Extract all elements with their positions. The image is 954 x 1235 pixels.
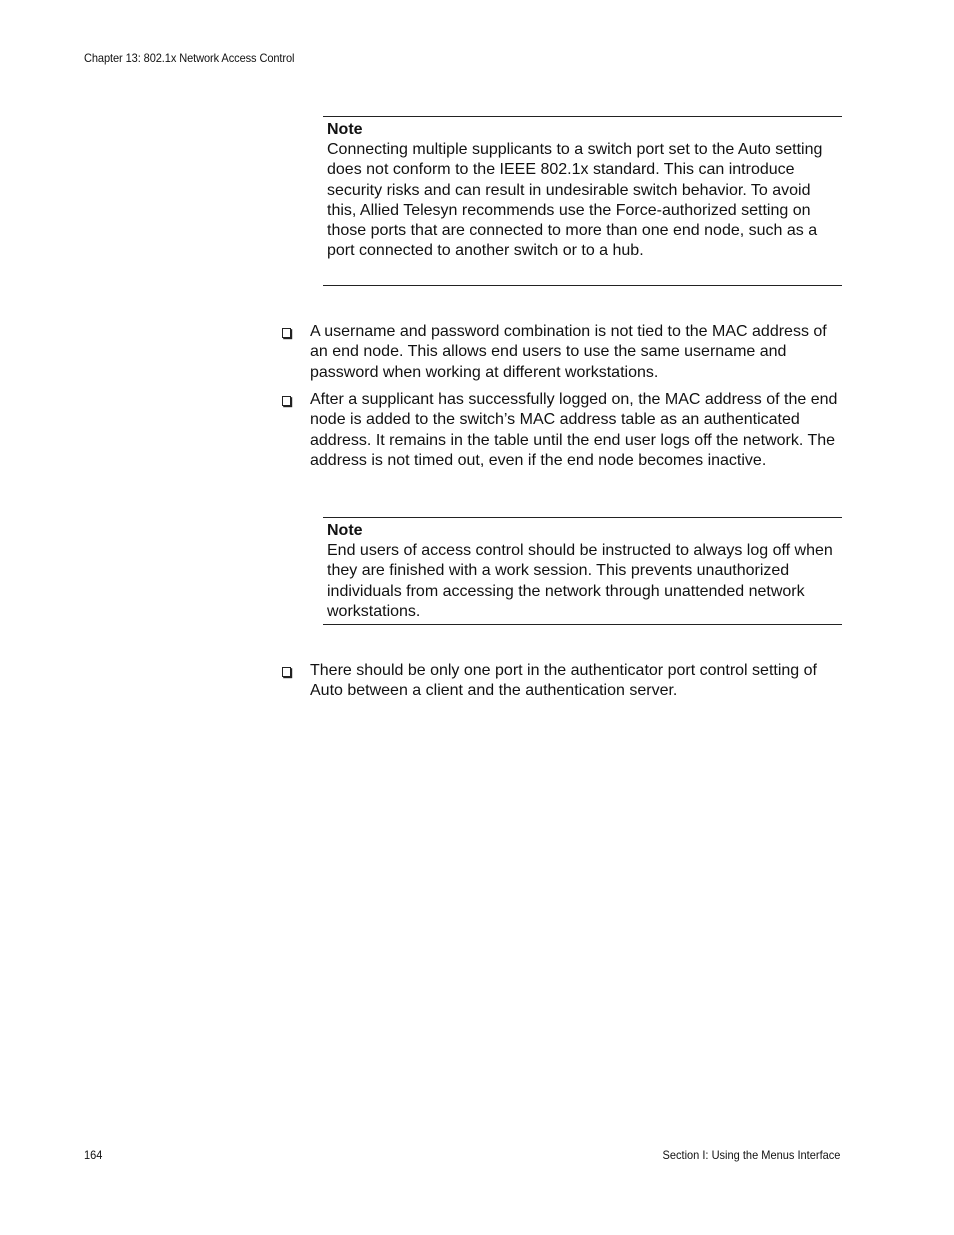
note-title: Note [327, 522, 363, 539]
note-text: Connecting multiple supplicants to a switch port set to the Auto setting does not conform to the IEEE 802.1x standard. This can introduce security risks and can result in undesirable switch behavior. To avoid this, Allied Telesyn recommends use the Force-authorized setting on those ports that are connected to more than one end node, such as a port connected to another switch or to a hub. [327, 141, 823, 260]
running-header: Chapter 13: 802.1x Network Access Control [84, 51, 295, 65]
page-number: 164 [84, 1148, 103, 1162]
list-item [282, 322, 847, 383]
note-text: End users of access control should be instructed to always log off when they are finished with a work session. This prevents unauthorized individuals from accessing the network through unattended network workstations. [327, 542, 833, 620]
list-item [282, 661, 847, 702]
list-item [282, 390, 847, 471]
list-item-text: A username and password combination is not tied to the MAC address of an end node. This allows end users to use the same username and password when working at different workstations. [310, 323, 827, 381]
note-title: Note [327, 121, 363, 138]
note-box [323, 517, 842, 625]
running-footer-section: Section I: Using the Menus Interface [662, 1148, 840, 1162]
list-item-text: After a supplicant has successfully logged on, the MAC address of the end node is added to the switch’s MAC address table as an authenticated address. It remains in the table until the end user logs off the network. The address is not timed out, even if the end node becomes inactive. [310, 391, 838, 469]
checkbox-bullet-icon [282, 667, 291, 677]
list-item-text: There should be only one port in the authenticator port control setting of Auto between a client and the authentication server. [310, 662, 817, 700]
checkbox-bullet-icon [282, 396, 291, 406]
note-box [323, 116, 842, 286]
checkbox-bullet-icon [282, 328, 291, 338]
